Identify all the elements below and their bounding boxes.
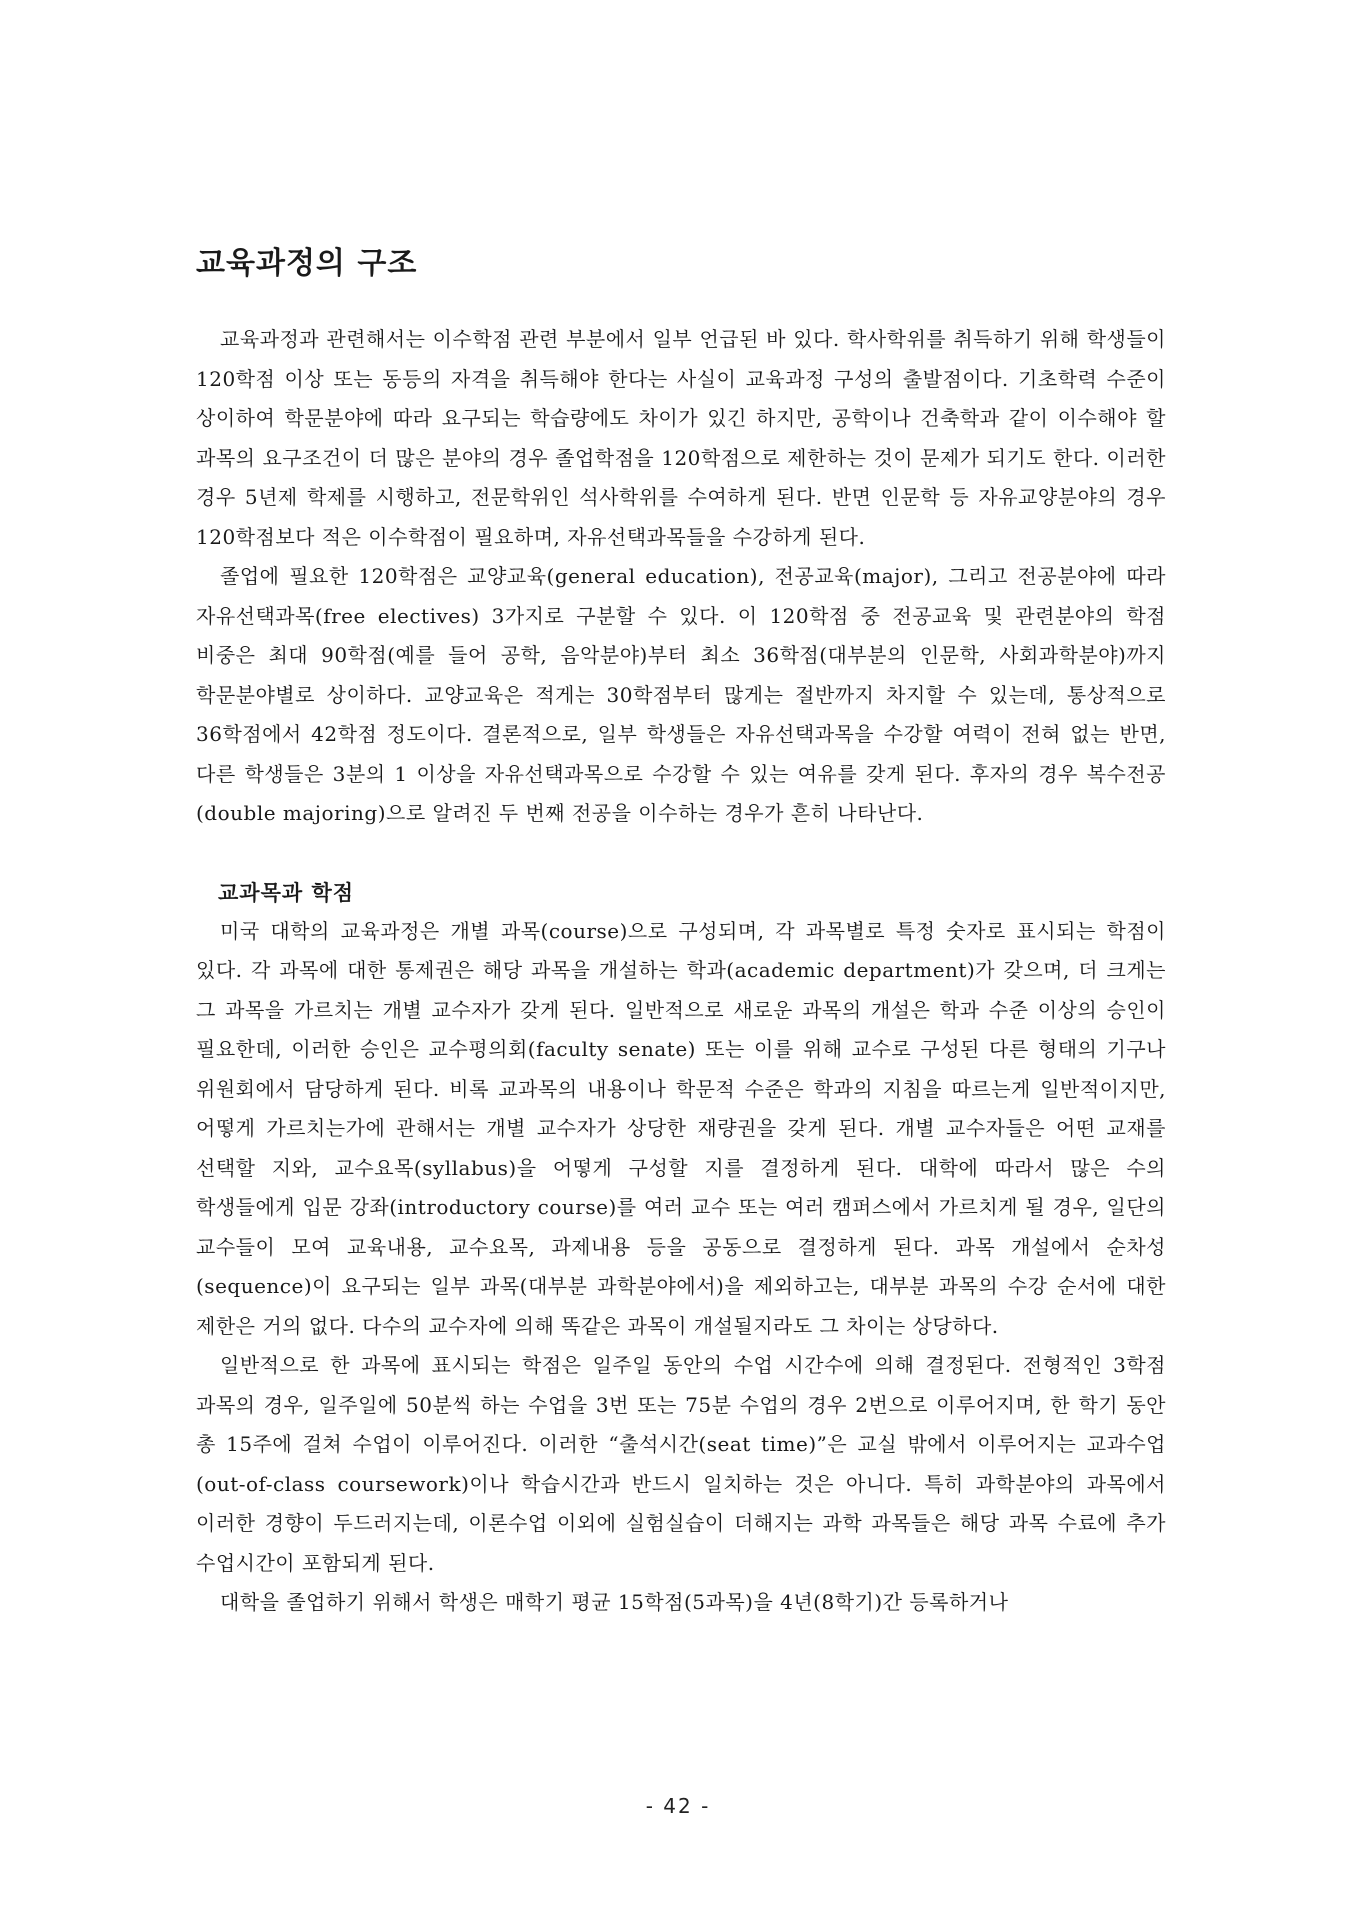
- page-content: [196, 244, 1166, 1623]
- section-paragraph: 교육과정과 관련해서는 이수학점 관련 부분에서 일부 언급된 바 있다. 학사학위를 취득하기 위해 학생들이 120학점 이상 또는 동등의 자격을 취득해야 한다는 사실이 교육과정 구성의 출발점이다. 기초학력 수준이 상이하여 학문분야에 따라 요구되는 학습량에도 차이가 있긴 하지만, 공학이나 건축학과 같이 이수해야 할 과목의 요구조건이 더 많은 분야의 경우 졸업학점을 120학점으로 제한하는 것이 문제가 되기도 한다. 이러한 경우 5년제 학제를 시행하고, 전문학위인 석사학위를 수여하게 된다. 반면 인문학 등 자유교양분야의 경우 120학점보다 적은 이수학점이 필요하며, 자유선택과목들을 수강하게 된다.: [196, 327, 1166, 549]
- section-paragraph: 졸업에 필요한 120학점은 교양교육(general education), 전공교육(major), 그리고 전공분야에 따라 자유선택과목(free electives) 3가지로 구분할 수 있다. 이 120학점 중 전공교육 및 관련분야의 학점 비중은 최대 90학점(예를 들어 공학, 음악분야)부터 최소 36학점(대부분의 인문학, 사회과학분야)까지 학문분야별로 상이하다. 교양교육은 적게는 30학점부터 많게는 절반까지 차지할 수 있는데, 통상적으로 36학점에서 42학점 정도이다. 결론적으로, 일부 학생들은 자유선택과목을 수강할 여력이 전혀 없는 반면, 다른 학생들은 3분의 1 이상을 자유선택과목으로 수강할 수 있는 여유를 갖게 된다. 후자의 경우 복수전공(double majoring)으로 알려진 두 번째 전공을 이수하는 경우가 흔히 나타난다.: [196, 564, 1166, 825]
- page-number: - 42 -: [645, 1794, 711, 1818]
- subsection-paragraph: 대학을 졸업하기 위해서 학생은 매학기 평균 15학점(5과목)을 4년(8학기)간 등록하거나: [220, 1590, 1009, 1614]
- subsection-paragraph: 일반적으로 한 과목에 표시되는 학점은 일주일 동안의 수업 시간수에 의해 결정된다. 전형적인 3학점 과목의 경우, 일주일에 50분씩 하는 수업을 3번 또는 75분 수업의 경우 2번으로 이루어지며, 한 학기 동안 총 15주에 걸쳐 수업이 이루어진다. 이러한 “출석시간(seat time)”은 교실 밖에서 이루어지는 교과수업(out-of-class coursework)이나 학습시간과 반드시 일치하는 것은 아니다. 특히 과학분야의 과목에서 이러한 경향이 두드러지는데, 이론수업 이외에 실험실습이 더해지는 과학 과목들은 해당 과목 수료에 추가 수업시간이 포함되게 된다.: [196, 1353, 1166, 1575]
- subsection-title: 교과목과 학점: [218, 880, 355, 905]
- section-title: 교육과정의 구조: [196, 246, 418, 281]
- subsection-paragraph: 미국 대학의 교육과정은 개별 과목(course)으로 구성되며, 각 과목별로 특정 숫자로 표시되는 학점이 있다. 각 과목에 대한 통제권은 해당 과목을 개설하는 학과(academic department)가 갖으며, 더 크게는 그 과목을 가르치는 개별 교수자가 갖게 된다. 일반적으로 새로운 과목의 개설은 학과 수준 이상의 승인이 필요한데, 이러한 승인은 교수평의회(faculty senate) 또는 이를 위해 교수로 구성된 다른 형태의 기구나 위원회에서 담당하게 된다. 비록 교과목의 내용이나 학문적 수준은 학과의 지침을 따르는게 일반적이지만, 어떻게 가르치는가에 관해서는 개별 교수자가 상당한 재량권을 갖게 된다. 개별 교수자들은 어떤 교재를 선택할 지와, 교수요목(syllabus)을 어떻게 구성할 지를 결정하게 된다. 대학에 따라서 많은 수의 학생들에게 입문 강좌(introductory course)를 여러 교수 또는 여러 캠퍼스에서 가르치게 될 경우, 일단의 교수들이 모여 교육내용, 교수요목, 과제내용 등을 공동으로 결정하게 된다. 과목 개설에서 순차성(sequence)이 요구되는 일부 과목(대부분 과학분야에서)을 제외하고는, 대부분 과목의 수강 순서에 대한 제한은 거의 없다. 다수의 교수자에 의해 똑같은 과목이 개설될지라도 그 차이는 상당하다.: [196, 918, 1166, 1338]
